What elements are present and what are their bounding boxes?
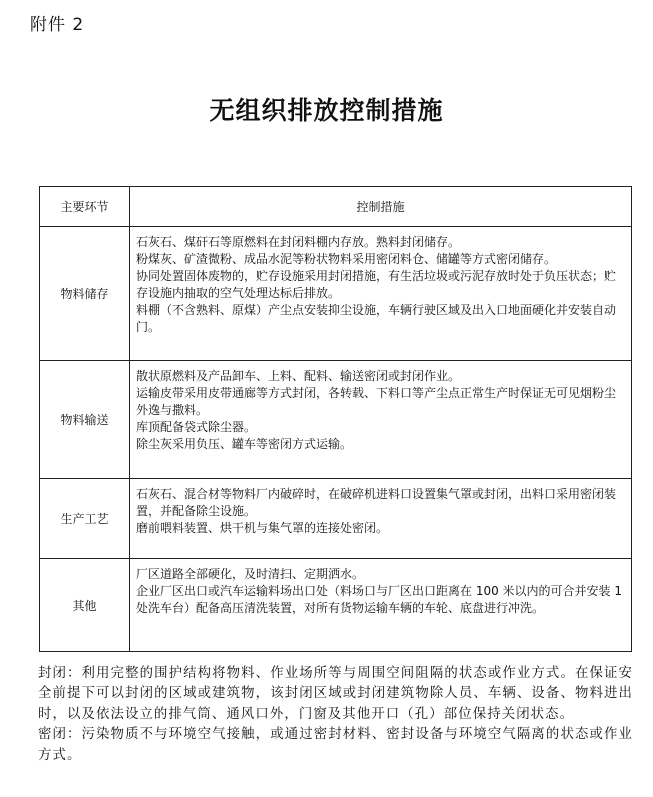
measure-line: 粉煤灰、矿渣微粉、成品水泥等粉状物料采用密闭料仓、储罐等方式密闭储存。	[136, 252, 557, 266]
definitions-note	[38, 664, 633, 766]
measure-line: 除尘灰采用负压、罐车等密闭方式运输。	[136, 437, 353, 451]
measure-line: 运输皮带采用皮带通廊等方式封闭，各转载、下料口等产尘点正常生产时保证无可见烟粉尘外逸与撒料。	[136, 386, 617, 417]
category-cell: 生产工艺	[40, 479, 130, 559]
measure-line: 磨前喂料装置、烘干机与集气罩的连接处密闭。	[136, 521, 389, 535]
measure-line: 散状原燃料及产品卸车、上料、配料、输送密闭或封闭作业。	[136, 369, 461, 383]
measure-line: 料棚（不含熟料、原煤）产尘点安装抑尘设施，车辆行驶区域及出入口地面硬化并安装自动门。	[136, 303, 617, 334]
measures-cell	[130, 479, 632, 559]
document-title: 无组织排放控制措施	[209, 96, 444, 125]
table-row	[40, 479, 632, 559]
measures-cell	[130, 227, 632, 361]
category-cell: 物料输送	[40, 361, 130, 479]
measures-cell	[130, 361, 632, 479]
attachment-label: 附件 2	[30, 15, 85, 35]
measure-line: 石灰石、混合材等物料厂内破碎时，在破碎机进料口设置集气罩或封闭，出料口采用密闭装置，并配备除尘设施。	[136, 487, 617, 518]
category-cell: 物料储存	[40, 227, 130, 361]
measure-line: 厂区道路全部硬化，及时清扫、定期洒水。	[136, 567, 365, 581]
table-row	[40, 559, 632, 652]
table-row	[40, 361, 632, 479]
measure-line: 协同处置固体废物的，贮存设施采用封闭措施，有生活垃圾或污泥存放时处于负压状态；贮存设施内抽取的空气处理达标后排放。	[136, 269, 617, 300]
table-row	[40, 227, 632, 361]
table-header-row	[40, 187, 632, 227]
definition-enclosed: 封闭：利用完整的围护结构将物料、作业场所等与周围空间阻隔的状态或作业方式。在保证安全前提下可以封闭的区域或建筑物，该封闭区域或封闭建筑物除人员、车辆、设备、物料进出时，以及依法设立的排气筒、通风口外，门窗及其他开口（孔）部位保持关闭状态。	[38, 666, 633, 722]
measures-cell	[130, 559, 632, 652]
column-header-main-stage: 主要环节	[40, 187, 130, 227]
measure-line: 库顶配备袋式除尘器。	[136, 420, 257, 434]
measure-line: 企业厂区出口或汽车运输料场出口处（料场口与厂区出口距离在 100 米以内的可合并安装 1 处洗车台）配备高压清洗装置，对所有货物运输车辆的车轮、底盘进行冲洗。	[136, 584, 622, 615]
column-header-control-measures: 控制措施	[130, 187, 632, 227]
control-measures-table	[39, 186, 632, 652]
category-cell: 其他	[40, 559, 130, 652]
measure-line: 石灰石、煤矸石等原燃料在封闭料棚内存放。熟料封闭储存。	[136, 235, 461, 249]
definition-sealed: 密闭：污染物质不与环境空气接触，或通过密封材料、密封设备与环境空气隔离的状态或作业方式。	[38, 727, 633, 763]
